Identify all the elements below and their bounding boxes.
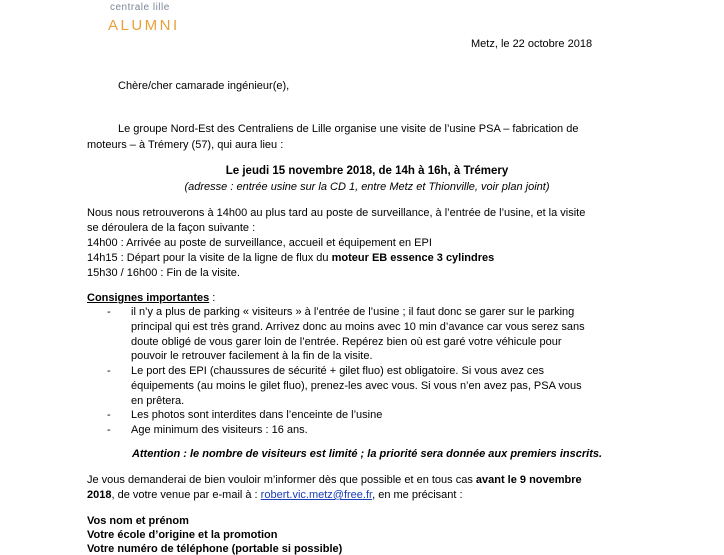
consigne-line: Les photos sont interdites dans l’enceinte de l’usine	[131, 409, 383, 421]
schedule-text: 14h15 : Départ pour la visite de la ligne de flux du	[87, 252, 332, 264]
consigne-line: pouvoir le retrouver facilement à la fin de la visite.	[131, 350, 373, 362]
consigne-line: Age minimum des visiteurs : 16 ans.	[131, 424, 308, 436]
salutation: Chère/cher camarade ingénieur(e),	[118, 80, 290, 92]
attention-notice: Attention : le nombre de visiteurs est limité ; la priorité sera donnée aux premiers inscrits.	[131, 448, 603, 460]
required-field: Votre numéro de téléphone (portable si possible)	[87, 543, 343, 555]
request-line-2	[87, 489, 463, 501]
consigne-line: Le port des EPI (chaussures de sécurité + gilet fluo) est obligatoire. Si vous avez ces	[131, 365, 545, 377]
consigne-line: en prêtera.	[131, 395, 185, 407]
dash-bullet: -	[107, 365, 111, 377]
logo-school-text: centrale lille	[110, 2, 170, 13]
dash-bullet: -	[107, 409, 111, 421]
required-field: Vos nom et prénom	[87, 515, 189, 527]
request-deadline-year: 2018	[87, 489, 112, 501]
consigne-line: il n’y a plus de parking « visiteurs » à l’entrée de l’usine ; il faut donc se garer sur le parking	[131, 306, 575, 318]
schedule-text: 14h00 : Arrivée au poste de surveillance, accueil et équipement en EPI	[87, 237, 432, 249]
email-link[interactable]: robert.vic.metz@free.fr	[260, 489, 373, 501]
consignes-title: Consignes importantes	[87, 292, 210, 304]
schedule-item	[87, 252, 494, 264]
intro-line-2: moteurs – à Trémery (57), qui aura lieu :	[87, 139, 284, 151]
logo-alumni-text: ALUMNI	[108, 17, 180, 34]
meeting-line-1: Nous nous retrouverons à 14h00 au plus tard au poste de surveillance, à l’entrée de l’usine, et la visite	[87, 207, 586, 219]
consigne-line: équipements (au moins le gilet fluo), prenez-les avec vous. Si vous n’en avez pas, PSA vous	[131, 380, 582, 392]
required-field: Votre école d’origine et la promotion	[87, 529, 278, 541]
event-headline: Le jeudi 15 novembre 2018, de 14h à 16h, à Trémery	[225, 165, 509, 177]
letter-date: Metz, le 22 octobre 2018	[471, 38, 593, 50]
schedule-item	[87, 237, 432, 249]
meeting-line-2: se déroulera de la façon suivante :	[87, 222, 256, 234]
dash-bullet: -	[107, 306, 111, 318]
dash-bullet: -	[107, 424, 111, 436]
consigne-line: principal qui est très grand. Arrivez donc au moins avec 10 min d’avance car vous serez sans	[131, 321, 585, 333]
consigne-line: doute obligé de vous garer loin de l’entrée. Repérez bien où est garé votre véhicule pour	[131, 336, 562, 348]
intro-line-1: Le groupe Nord-Est des Centraliens de Lille organise une visite de l’usine PSA – fabrication de	[118, 123, 579, 135]
request-deadline: avant le 9 novembre	[475, 474, 582, 486]
consignes-heading	[87, 292, 215, 304]
schedule-item	[87, 267, 240, 279]
request-text: , en me précisant :	[372, 489, 463, 501]
schedule-text: 15h30 / 16h00 : Fin de la visite.	[87, 267, 240, 279]
event-address: (adresse : entrée usine sur la CD 1, entre Metz et Thionville, voir plan joint)	[184, 181, 550, 193]
consignes-colon: :	[209, 292, 216, 304]
request-text: Je vous demanderai de bien vouloir m’informer dès que possible et en tous cas	[87, 474, 476, 486]
request-line-1	[87, 474, 582, 486]
schedule-bold-text: moteur EB essence 3 cylindres	[331, 252, 495, 264]
request-text: , de votre venue par e-mail à :	[111, 489, 261, 501]
